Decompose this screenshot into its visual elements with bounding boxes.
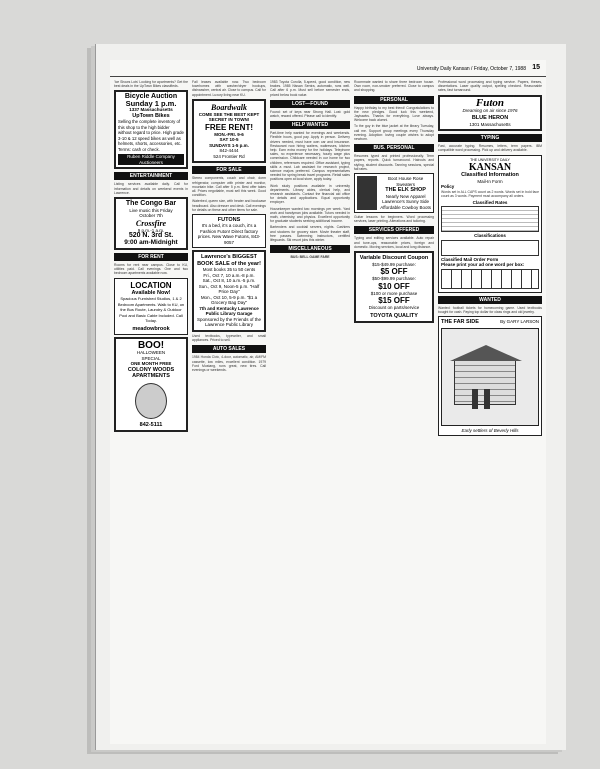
filler-text: 1984 Honda Civic, 4-door, automatic, air, AM/FM cassette, low miles, excellent condition. 1979 Ford Mustang, runs great, new tires. Call evenings or weekends.	[192, 355, 266, 372]
kansan-pre: THE UNIVERSITY DAILY	[470, 157, 510, 162]
boardwalk-logo: Boardwalk	[210, 102, 247, 112]
bicycle-auction-sponsor: Ruben Riddle Company Auctioneers	[118, 154, 184, 165]
section-typing: TYPING	[438, 134, 542, 142]
location-title: LOCATION	[130, 280, 172, 290]
book-sale-l6: 7th and Kentucky Lawrence Public Library Garage	[199, 305, 259, 317]
congo-bar-line2: October 7th	[139, 213, 163, 219]
boardwalk-days3: SUNDAYS 1-5 p.m.	[209, 142, 249, 148]
blue-heron-address: 1301 Massachusetts	[469, 121, 511, 127]
futons-title: FUTONS	[217, 216, 241, 223]
boardwalk-ad	[192, 99, 266, 164]
bicycle-auction-title: Bicycle Auction	[124, 93, 178, 101]
newspaper-page	[110, 60, 546, 744]
far-side-caption: Early settlers of Beverly Hills	[461, 427, 519, 433]
lead-ad-text: 'Ice Shows Lots' Looking for apartments? Get the best deals in the UpTown Bikes classifieds.	[114, 80, 188, 89]
kansan-masthead: KANSAN	[468, 162, 512, 174]
far-side-title: THE FAR SIDE	[441, 319, 479, 326]
kansan-title: Classified Information	[461, 172, 519, 179]
filler-text: Work study positions available in university departments. Library aides, clerical help, and research assistants. Contact the financial aid office for details and applications. Equal opportunity employer.	[270, 183, 350, 205]
filler-text: Wanted: football tickets for homecoming game. Used textbooks bought for cash. Paying top dollar for class rings and old jewelry.	[438, 305, 542, 315]
filler-text: Housekeeper wanted two mornings per week. Yard work and handyman jobs available. Tutors needed in math, chemistry, and physics. Excellent opportunity for graduate students seeking additional income.	[270, 206, 350, 224]
bicycle-auction-ad	[114, 90, 188, 169]
boardwalk-intro: COME SEE THE BEST KEPT SECRET IN TOWN!	[198, 111, 260, 123]
boardwalk-phone: 842-4444	[219, 148, 239, 154]
halloween-l1: HALLOWEEN	[136, 350, 166, 356]
filler-text: Resumes typed and printed professionally. Term papers, reports. Quick turnaround. Haircuts and styling, student discounts. Tanning sessions, special fall rates.	[354, 154, 434, 171]
section-for-rent: FOR RENT	[114, 253, 188, 261]
shop-l4: Lawrence's Sunny Side	[382, 199, 430, 205]
coupon-note: Discount on parts/service	[368, 305, 420, 311]
cabin-roof	[450, 345, 522, 361]
boardwalk-free-rent: FREE RENT!	[205, 122, 253, 132]
section-wanted: WANTED	[438, 296, 542, 304]
ad-word-boxes	[441, 269, 539, 289]
shop-l3: Nearly New Apparel	[385, 193, 426, 199]
futon-sub: Dreaming on air since 1976	[462, 107, 518, 113]
futon-ad	[438, 95, 542, 132]
filler-text: Professional word processing and typing service. Papers, theses, dissertations. Laser quality output, spelling checked. Reasonable rates, fast turnaround.	[438, 80, 542, 93]
congo-bar-time: 9:00 am-Midnight	[124, 238, 178, 246]
coupon-brand: TOYOTA QUALITY	[370, 312, 418, 319]
bicycle-auction-day: Sunday 1 p.m.	[125, 98, 177, 108]
boot-illustration	[357, 176, 377, 210]
filler-text: Rooms for rent near campus. Close to KU, utilities paid. Call evenings. One and two bedroom apartments available now.	[114, 263, 188, 276]
coupon-d3: $15 OFF	[378, 296, 410, 306]
column-4	[354, 80, 434, 740]
futons-ad	[192, 214, 266, 249]
kansan-classifications: Classifications	[474, 233, 506, 239]
location-ad	[114, 278, 188, 336]
page-number: 15	[532, 64, 540, 71]
boardwalk-days1: MON.-FRI. 9-6	[214, 131, 244, 137]
pumpkin-illustration	[135, 383, 167, 419]
filler-text: 1983 Toyota Corolla, 5-speed, good condition, new brakes. 1985 Nissan Sentra, automatic, runs well. Call after 6 p.m. Must sell before semester ends, priced below book value.	[270, 80, 350, 97]
meadowbrook-logo: meadowbrook	[132, 325, 170, 332]
column-2	[192, 80, 266, 740]
section-services-offered: SERVICES OFFERED	[354, 226, 434, 234]
classifications-list	[441, 240, 539, 256]
book-sale-ad	[192, 250, 266, 332]
filler-text: Fast, accurate typing. Resumes, letters, term papers. IBM compatible word processing. Pick up and delivery available.	[438, 144, 542, 153]
halloween-ad	[114, 337, 188, 432]
section-auto-sales: AUTO SALES	[192, 345, 266, 353]
book-sale-l3: Sat., Oct 8, 10 a.m.-5 p.m.	[202, 278, 256, 284]
book-sale-title: Lawrence's BIGGEST BOOK SALE of the year!	[197, 254, 261, 267]
coupon-d2: $10 OFF	[378, 281, 410, 291]
filler-text: Typing and editing services available. Auto repair and tune-ups, reasonable prices, foreign and domestic. Moving services, local and long distance.	[354, 236, 434, 249]
location-body: Spacious Furnished Studios, 1 & 2 Bedroom Apartments. Walk to KU, on the Bus Route, Laundry & Outdoor Pool and Basic Cable Included. Call Today.	[117, 296, 185, 324]
congo-bar-title: The Congo Bar	[125, 200, 177, 208]
filler-text: Fall leases available now. Two bedroom townhomes with washer/dryer hookups, dishwasher, central air. Close to campus. Call for appointment. Luxury living near KU.	[192, 80, 266, 97]
halloween-l3: ONE MONTH FREE	[130, 361, 172, 367]
kansan-rates-title: Classified Rates	[472, 199, 508, 205]
section-for-sale: FOR SALE	[192, 166, 266, 174]
coupon-d1: $5 OFF	[380, 267, 408, 277]
filler-text: Used textbooks, typewriter, and small appliances. Priced to sell.	[192, 333, 266, 343]
congo-bar-band: Crossfire	[135, 218, 167, 228]
kansan-classified-form	[438, 155, 542, 293]
kansan-form-title: Classified Mail Order Form	[441, 256, 499, 262]
filler-text: Waterbed, queen size, with heater and bookcase headboard. Also dresser and desk. Call evenings for details on these and other items for sale.	[192, 199, 266, 212]
column-1	[114, 80, 188, 740]
filler-text: Listing services available daily. Call for information and details on weekend events in Lawrence.	[114, 182, 188, 195]
book-sale-l1: Most books 35 to 50 cents	[202, 267, 256, 273]
rates-table	[441, 206, 539, 232]
elk-shop-ad	[354, 173, 434, 213]
column-3	[270, 80, 350, 740]
boardwalk-days2: SAT 10-5	[219, 137, 239, 143]
shop-l1: Boot House Rose Sweaters	[387, 176, 424, 187]
shop-l5: Affordable Cowboy Boots	[380, 204, 431, 210]
page-header	[110, 60, 546, 77]
location-sub: Available Now!	[131, 289, 171, 296]
boardwalk-address: 524 Frontier Rd	[213, 153, 245, 159]
halloween-l2: SPECIAL	[141, 355, 161, 361]
far-side-author: By GARY LARSON	[500, 319, 539, 325]
filler-text: Guitar lessons for beginners. Word processing services, laser printing. Alterations and tailoring.	[354, 215, 434, 224]
shop-name: THE ELK SHOP	[385, 187, 426, 194]
book-sale-l7: Sponsored by the Friends of the Lawrence Public Library	[196, 316, 262, 328]
section-entertainment: ENTERTAINMENT	[114, 172, 188, 180]
coupon-title: Variable Discount Coupon	[359, 255, 429, 262]
settler-figure	[484, 389, 490, 409]
kansan-policy: Policy	[441, 184, 455, 190]
section-help-wanted: HELP WANTED	[270, 121, 350, 129]
filler-text: Found: set of keys near Strong Hall. Lost: gold watch, reward offered. Please call to identify.	[270, 109, 350, 119]
settler-figure	[472, 389, 478, 409]
futon-script: Futon	[475, 96, 505, 109]
futons-body: It's a bed, it's a couch, it's a Fashion Futon! Direct factory prices. New Wave Futons, 843-9057	[197, 223, 261, 245]
blue-heron-brand: BLUE HERON	[471, 115, 509, 122]
book-sale-l2: Fri., Oct 7, 10 a.m.-8 p.m.	[203, 272, 255, 278]
filler-text: Stereo components, couch and chair, dorm refrigerator, computer with printer and monitor, mountain bike. Call after 5 p.m. Best offer takes all. Prices negotiable, must sell this week. Good condition.	[192, 176, 266, 198]
filler-text: Bartenders and cocktail servers, nights. Cashiers and stockers for grocery store. Movie theater staff, free passes. Swimming instructors, certified lifeguards. Ski resort jobs this winter.	[270, 225, 350, 243]
filler-text: To the guy in the blue jacket at the library Tuesday, call me. Support group meetings every Thursday evening. Adoption: loving couple wishes to adopt newborn.	[354, 124, 434, 142]
coupon-r1: $15-$49.99 purchase:	[372, 261, 416, 267]
coupon-r2: $50-$99.99 purchase:	[372, 276, 416, 282]
congo-bar-address: 520 N. 3rd St.	[128, 232, 174, 240]
filler-text: Roommate wanted to share three bedroom house. Own room, non-smoker preferred. Close to campus and shopping.	[354, 80, 434, 93]
congo-bar-hours: 9 p.m.-1 a.m.	[137, 227, 165, 233]
book-sale-l5: Mon., Oct 10, 5-9 p.m. "$1 a Grocery Bag Day"	[200, 294, 258, 306]
congo-bar-line1: Live music this Friday	[129, 207, 173, 213]
colony-woods-name: COLONY WOODS APARTMENTS	[127, 366, 175, 380]
page-date-line: University Daily Kansan / Friday, October 7, 1988	[416, 66, 526, 72]
halloween-title: BOO!	[137, 340, 165, 352]
kansan-print: Please print your ad one word per box:	[441, 262, 525, 268]
bicycle-auction-body: Selling the complete inventory of this shop to the high bidder without regard to price. High grade 3-10 & 12 speed bikes as well as helmets, shorts, accessories, etc. Terms: cash or check.	[118, 119, 184, 152]
book-sale-l4: Sun., Oct 9, Noon-5 p.m. "Half Price Day"	[198, 283, 260, 295]
coupon-r3: $100 or more purchase	[370, 290, 418, 296]
far-side-cartoon	[441, 328, 539, 426]
filler-text: Words set in ALL CAPS count as 2 words. Words set in bold face count as 3 words. Payment must accompany all orders.	[441, 189, 539, 198]
congo-bar-ad	[114, 197, 188, 250]
column-5	[438, 80, 542, 740]
filler-text: Happy birthday to my best friend! Congratulations to the new pledges. Good luck this weekend, Jayhawks. Thanks for everything. Love always. Welcome back alumni.	[354, 105, 434, 123]
section-personal: PERSONAL	[354, 96, 434, 104]
section-miscellaneous: MISCELLANEOUS	[270, 245, 350, 253]
section-lost-found: LOST—FOUND	[270, 100, 350, 108]
far-side-comic	[438, 316, 542, 436]
section-bus-personal: BUS. PERSONAL	[354, 144, 434, 152]
bicycle-shop-name: UpTown Bikes	[132, 112, 170, 119]
misc-text: BUS: BELL GAME FARE	[290, 255, 330, 260]
coupon-ad	[354, 251, 434, 323]
bicycle-auction-address: 1337 Massachusetts	[129, 107, 173, 113]
colony-woods-phone: 842-5111	[139, 421, 163, 428]
filler-text: Part-time help wanted for evenings and weekends. Flexible hours, good pay. Apply in person. Delivery drivers needed, must have own car and insurance. Restaurant now hiring waiters, waitresses, kitchen help. Earn extra money for the holidays. Telephone sales, no experience necessary, hourly wage plus commission. Childcare needed in our home for two children, references required. Office assistant, typing skills a must. Lab assistant for research project, science majors preferred. Campus representatives needed for spring break travel programs. Retail sales positions open at local store, apply today.	[270, 131, 350, 182]
kansan-sub: Mail-In Form	[477, 178, 503, 184]
